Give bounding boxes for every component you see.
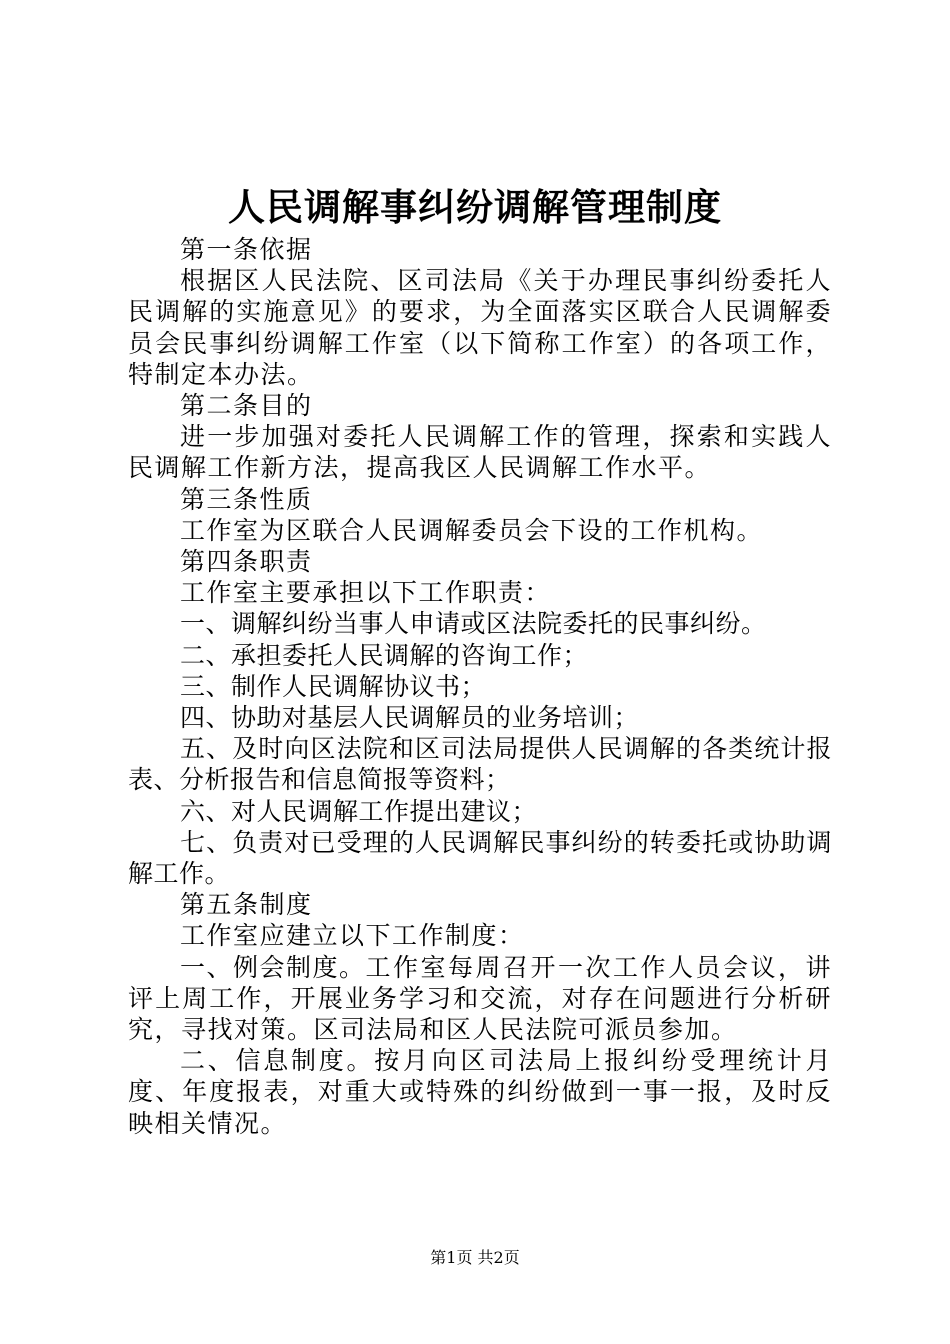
system-item-2 xyxy=(128,1045,832,1139)
page-footer: 第1页 共2页 xyxy=(430,1248,520,1267)
document-body xyxy=(128,234,832,1139)
article-2-heading: 第二条目的 xyxy=(180,391,313,421)
article-1-body: 根据区人民法院、区司法局《关于办理民事纠纷委托人民调解的实施意见》的要求，为全面落实区联合人民调解委员会民事纠纷调解工作室（以下简称工作室）的各项工作，特制定本办法。 xyxy=(128,266,832,389)
duty-item-5: 五、及时向区法院和区司法局提供人民调解的各类统计报表、分析报告和信息简报等资料； xyxy=(128,734,832,795)
system-item-1 xyxy=(128,952,832,1046)
duty-item-7: 七、负责对已受理的人民调解民事纠纷的转委托或协助调解工作。 xyxy=(128,827,832,889)
article-3-heading: 第三条性质 xyxy=(180,484,313,514)
duty-item-4: 四、协助对基层人民调解员的业务培训； xyxy=(180,703,640,733)
duty-item-6: 六、对人民调解工作提出建议； xyxy=(180,796,538,826)
article-5-heading: 第五条制度 xyxy=(180,890,313,920)
duty-item-2: 二、承担委托人民调解的咨询工作； xyxy=(180,640,589,670)
article-4-heading: 第四条职责 xyxy=(180,547,313,577)
article-1-heading: 第一条依据 xyxy=(180,235,313,264)
duty-item-3: 三、制作人民调解协议书； xyxy=(180,671,487,701)
document-title: 人民调解事纠纷调解管理制度 xyxy=(228,186,722,229)
system-item-2-text: 按月向区司法局上报纠纷受理统计月度、年度报表，对重大或特殊的纠纷做到一事一报，及时反映相关情况。 xyxy=(128,1046,832,1138)
article-2-body: 进一步加强对委托人民调解工作的管理，探索和实践人民调解工作新方法，提高我区人民调解工作水平。 xyxy=(128,422,832,483)
article-5-intro: 工作室应建立以下工作制度： xyxy=(180,921,525,951)
article-4-intro: 工作室主要承担以下工作职责： xyxy=(180,578,552,608)
duty-item-1: 一、调解纠纷当事人申请或区法院委托的民事纠纷。 xyxy=(180,609,767,639)
system-item-1-text: 工作室每周召开一次工作人员会议，讲评上周工作，开展业务学习和交流，对存在问题进行分析研究，寻找对策。区司法局和区人民法院可派员参加。 xyxy=(128,952,832,1045)
system-item-2-lead: 二、信息制度。 xyxy=(180,1046,375,1076)
article-3-body: 工作室为区联合人民调解委员会下设的工作机构。 xyxy=(180,515,764,545)
system-item-1-lead: 一、例会制度。 xyxy=(180,952,366,982)
